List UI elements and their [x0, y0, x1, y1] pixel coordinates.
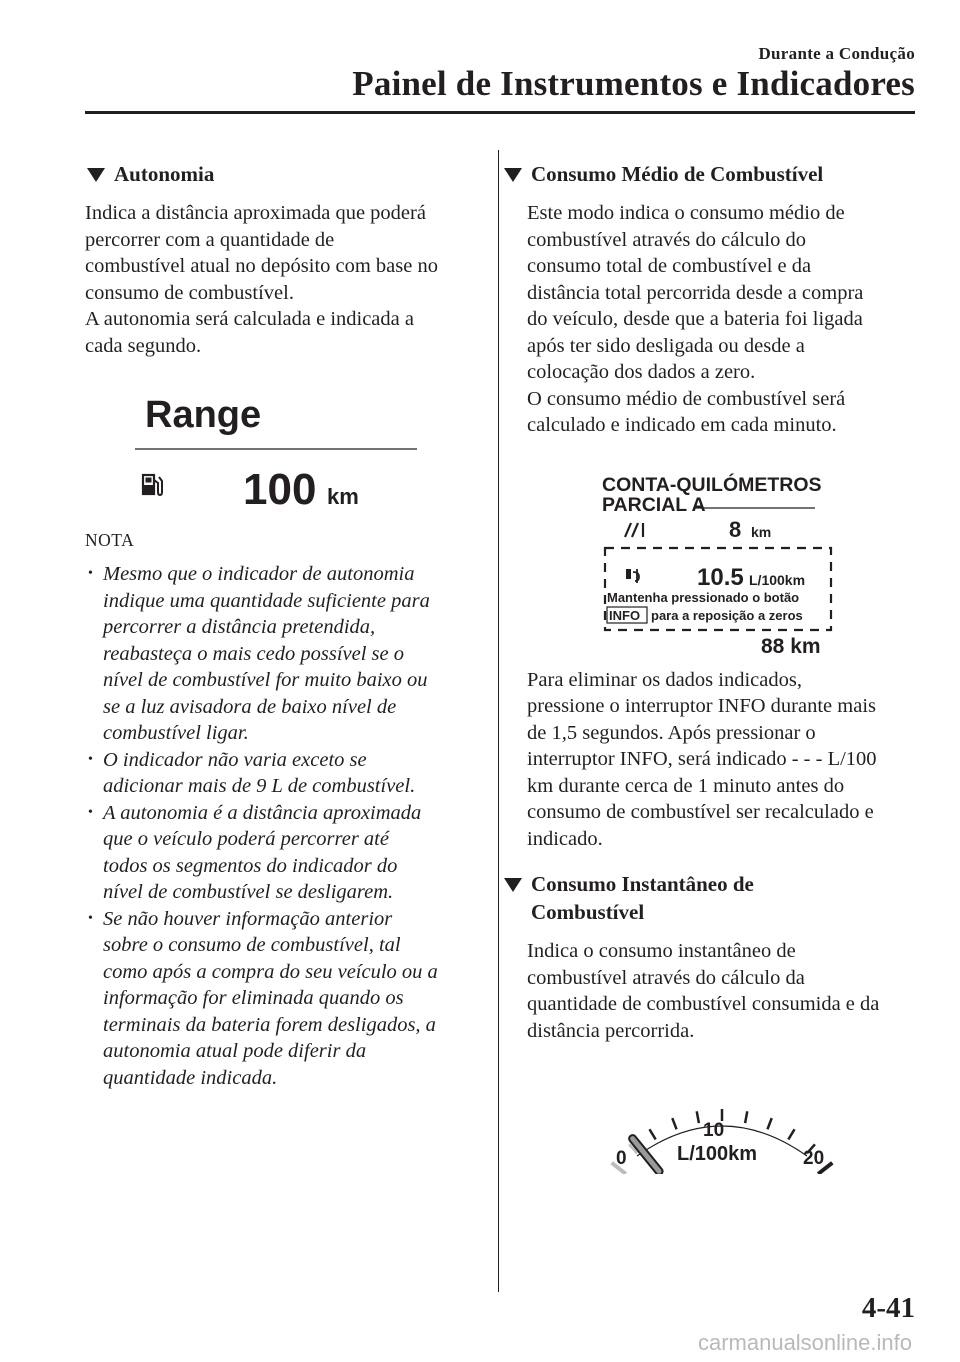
gauge-min-label: 0 [616, 1148, 627, 1169]
gauge-tick [745, 1111, 747, 1123]
gauge-tick [649, 1129, 655, 1139]
left-column [85, 160, 480, 1091]
trip-range-value: 88 km [761, 634, 821, 658]
gauge-needle-fill [633, 1139, 659, 1172]
nota-item: • A autonomia é a distância aproximada que o veículo poderá percorrer até todos os segmentos do indicador do nível de combustível se desligarem. [103, 800, 480, 906]
nota-item: • Se não houver informação anterior sobre o consumo de combustível, tal como após a compra do seu veículo ou a informação for eliminada quando os terminais da bateria forem desligados, a autonomia atual pode diferir da quantidade indicada. [103, 906, 480, 1092]
triangle-bullet-icon [504, 168, 522, 182]
consumo-medio-body: Este modo indica o consumo médio de combustível através do cálculo do consumo total de combustível e da distância total percorrida desde a compra do veículo, desde que a bateria foi ligada após ter sido desligada ou desde a colocação dos dados a zero. O consumo médio de combustível será calculado e indicado em cada minuto. [527, 202, 864, 436]
consumo-instantaneo-body: Indica o consumo instantâneo de combustível através do cálculo da quantidade de combustível consumida e da distância percorrida. [527, 940, 880, 1042]
chapter-label: Durante a Condução [758, 44, 915, 63]
gauge-tick [697, 1111, 699, 1123]
trip-title-line1: CONTA-QUILÓMETROS [602, 473, 822, 496]
gauge-tick [672, 1118, 676, 1129]
nota-item: • O indicador não varia exceto se adicionar mais de 9 L de combustível. [103, 747, 480, 800]
gauge-mid-label: 10 [703, 1120, 725, 1141]
gauge-needle [633, 1139, 659, 1172]
header-rule [85, 111, 915, 114]
fuel-pump-icon [626, 569, 639, 583]
trip-distance-icon [625, 523, 643, 537]
gauge-tick [767, 1118, 771, 1129]
autonomia-body: Indica a distância aproximada que poderá percorrer com a quantidade de combustível atual no depósito com base no consumo de combustível. A autonomia será calculada e indicada a cada segundo. [85, 202, 438, 357]
info-button-label: INFO [609, 607, 641, 623]
trip-display [527, 471, 919, 661]
nota-label: NOTA [85, 530, 135, 550]
triangle-bullet-icon [504, 878, 522, 892]
nota-list [85, 561, 480, 1091]
trip-avg-value: 10.5 [697, 563, 744, 591]
trip-display-figure [527, 471, 919, 661]
section-heading-consumo-instantaneo: Consumo Instantâneo de Combustível [502, 870, 919, 926]
fuel-pump-icon [143, 475, 162, 495]
instant-gauge [527, 1074, 919, 1174]
range-display [85, 389, 480, 514]
instant-gauge-figure [527, 1074, 919, 1174]
reset-instructions: Para eliminar os dados indicados, pressione o interruptor INFO durante mais de 1,5 segundos. Após pressionar o interruptor INFO, será indicado - - - L/100 km durante cerca de 1 minuto antes do consumo de combustível ser recalculado e indicado. [527, 668, 877, 850]
trip-hint-line1: Mantenha pressionado o botão [607, 589, 800, 605]
right-column [527, 160, 919, 1174]
trip-distance-value: 8 [729, 516, 742, 542]
section-heading-consumo-medio: Consumo Médio de Combustível [502, 160, 919, 188]
section-heading-autonomia: Autonomia [85, 160, 480, 188]
nota-item: • Mesmo que o indicador de autonomia indique uma quantidade suficiente para percorrer a distância pretendida, reabasteça o mais cedo possível se o nível de combustível for muito baixo ou se a luz avisadora de baixo nível de combustível ligar. [103, 561, 480, 747]
trip-avg-unit: L/100km [749, 571, 806, 588]
page-title: Painel de Instrumentos e Indicadores [352, 64, 915, 103]
trip-hint-line2: para a reposição a zeros [651, 607, 803, 623]
gauge-max-label: 20 [803, 1148, 825, 1169]
trip-title-line2: PARCIAL A [602, 493, 706, 516]
column-divider [498, 150, 499, 1292]
trip-distance-unit: km [751, 523, 772, 540]
page-number: 4-41 [861, 1292, 915, 1324]
range-label: Range [145, 394, 262, 436]
watermark: carmanualsonline.info [697, 1330, 912, 1355]
range-unit: km [327, 484, 359, 509]
range-display-figure [85, 389, 480, 514]
range-value: 100 [243, 465, 317, 514]
gauge-unit-label: L/100km [677, 1143, 758, 1165]
triangle-bullet-icon [87, 168, 105, 182]
gauge-tick [788, 1129, 794, 1139]
